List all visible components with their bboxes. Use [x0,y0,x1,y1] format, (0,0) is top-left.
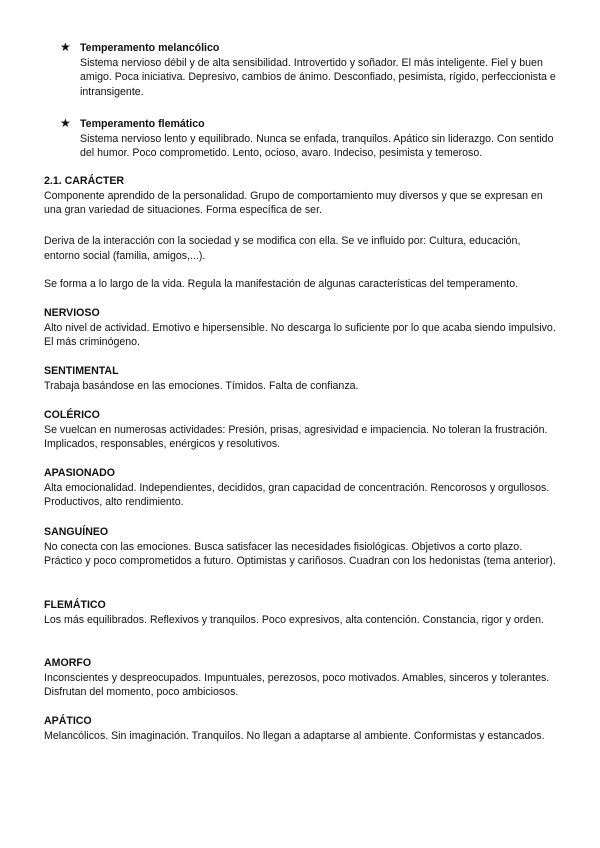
section-paragraph: Componente aprendido de la personalidad. Grupo de comportamiento muy diversos y que se expresan en una gran variedad de situaciones. Forma específica de ser. [44,189,543,217]
character-title: FLEMÁTICO [44,599,106,611]
character-apatico [44,714,559,743]
character-description: Los más equilibrados. Reflexivos y tranquilos. Poco expresivos, alta contención. Constancia, rigor y orden. [44,613,544,626]
character-apasionado [44,466,559,510]
temperament-title: Temperamento melancólico [80,42,220,54]
character-title: APÁTICO [44,715,92,727]
character-title: SANGUÍNEO [44,526,109,538]
section-paragraph: Se forma a lo largo de la vida. Regula la manifestación de algunas características del temperamento. [44,278,519,290]
character-description: Alta emocionalidad. Independientes, decididos, gran capacidad de concentración. Rencorosos y orgullosos. Productivos, alto rendimiento. [44,481,550,509]
temperament-heading [60,41,560,56]
section-heading: 2.1. CARÁCTER [44,175,125,187]
character-title: AMORFO [44,657,92,669]
temperament-melancolico [60,41,560,99]
character-amorfo [44,656,559,700]
temperament-heading [60,117,560,132]
character-flematico [44,598,559,627]
section-caracter [44,174,559,218]
temperament-description: Sistema nervioso débil y de alta sensibilidad. Introvertido y soñador. El más inteligente. Fiel y buen amigo. Poca iniciativa. Depresivo, cambios de ánimo. Desconfiado, pesimista, rígido, perfeccionista e intransigente. [80,56,556,98]
character-description: No conecta con las emociones. Busca satisfacer las necesidades fisiológicas. Objetivos a corto plazo. Práctico y poco comprometidos a futuro. Optimistas y cariñosos. Cuadran con los hedonistas (tema anterior). [44,540,556,568]
temperament-flematico [60,117,560,161]
temperament-title: Temperamento flemático [80,118,205,130]
star-bullet-icon: ★ [60,116,71,130]
character-description: Trabaja basándose en las emociones. Tímidos. Falta de confianza. [44,379,359,392]
character-description: Alto nivel de actividad. Emotivo e hipersensible. No descarga lo suficiente por lo que acaba siendo impulsivo. El más criminógeno. [44,321,556,349]
character-description: Se vuelcan en numerosas actividades: Presión, prisas, agresividad e impaciencia. No toleran la frustración. Implicados, responsables, enérgicos y resolutivos. [44,423,548,451]
character-nervioso [44,306,559,350]
character-title: SENTIMENTAL [44,365,119,377]
temperament-description: Sistema nervioso lento y equilibrado. Nunca se enfada, tranquilos. Apático sin liderazgo. Con sentido del humor. Poco comprometido. Lento, ocioso, avaro. Indeciso, pesimista y temeroso. [80,132,554,160]
character-title: APASIONADO [44,467,116,479]
character-sentimental [44,364,559,393]
character-description: Inconscientes y despreocupados. Impuntuales, perezosos, poco motivados. Amables, sinceros y tolerantes. Disfrutan del momento, poco ambiciosos. [44,671,550,699]
star-bullet-icon: ★ [60,40,71,54]
character-colerico [44,408,559,452]
character-sanguineo [44,525,559,569]
character-title: COLÉRICO [44,409,100,421]
character-title: NERVIOSO [44,307,100,319]
character-description: Melancólicos. Sin imaginación. Tranquilos. No llegan a adaptarse al ambiente. Conformistas y estancados. [44,729,545,742]
section-paragraph: Deriva de la interacción con la sociedad y se modifica con ella. Se ve influido por: Cultura, educación, entorno social (familia, amigos,...). [44,235,521,262]
